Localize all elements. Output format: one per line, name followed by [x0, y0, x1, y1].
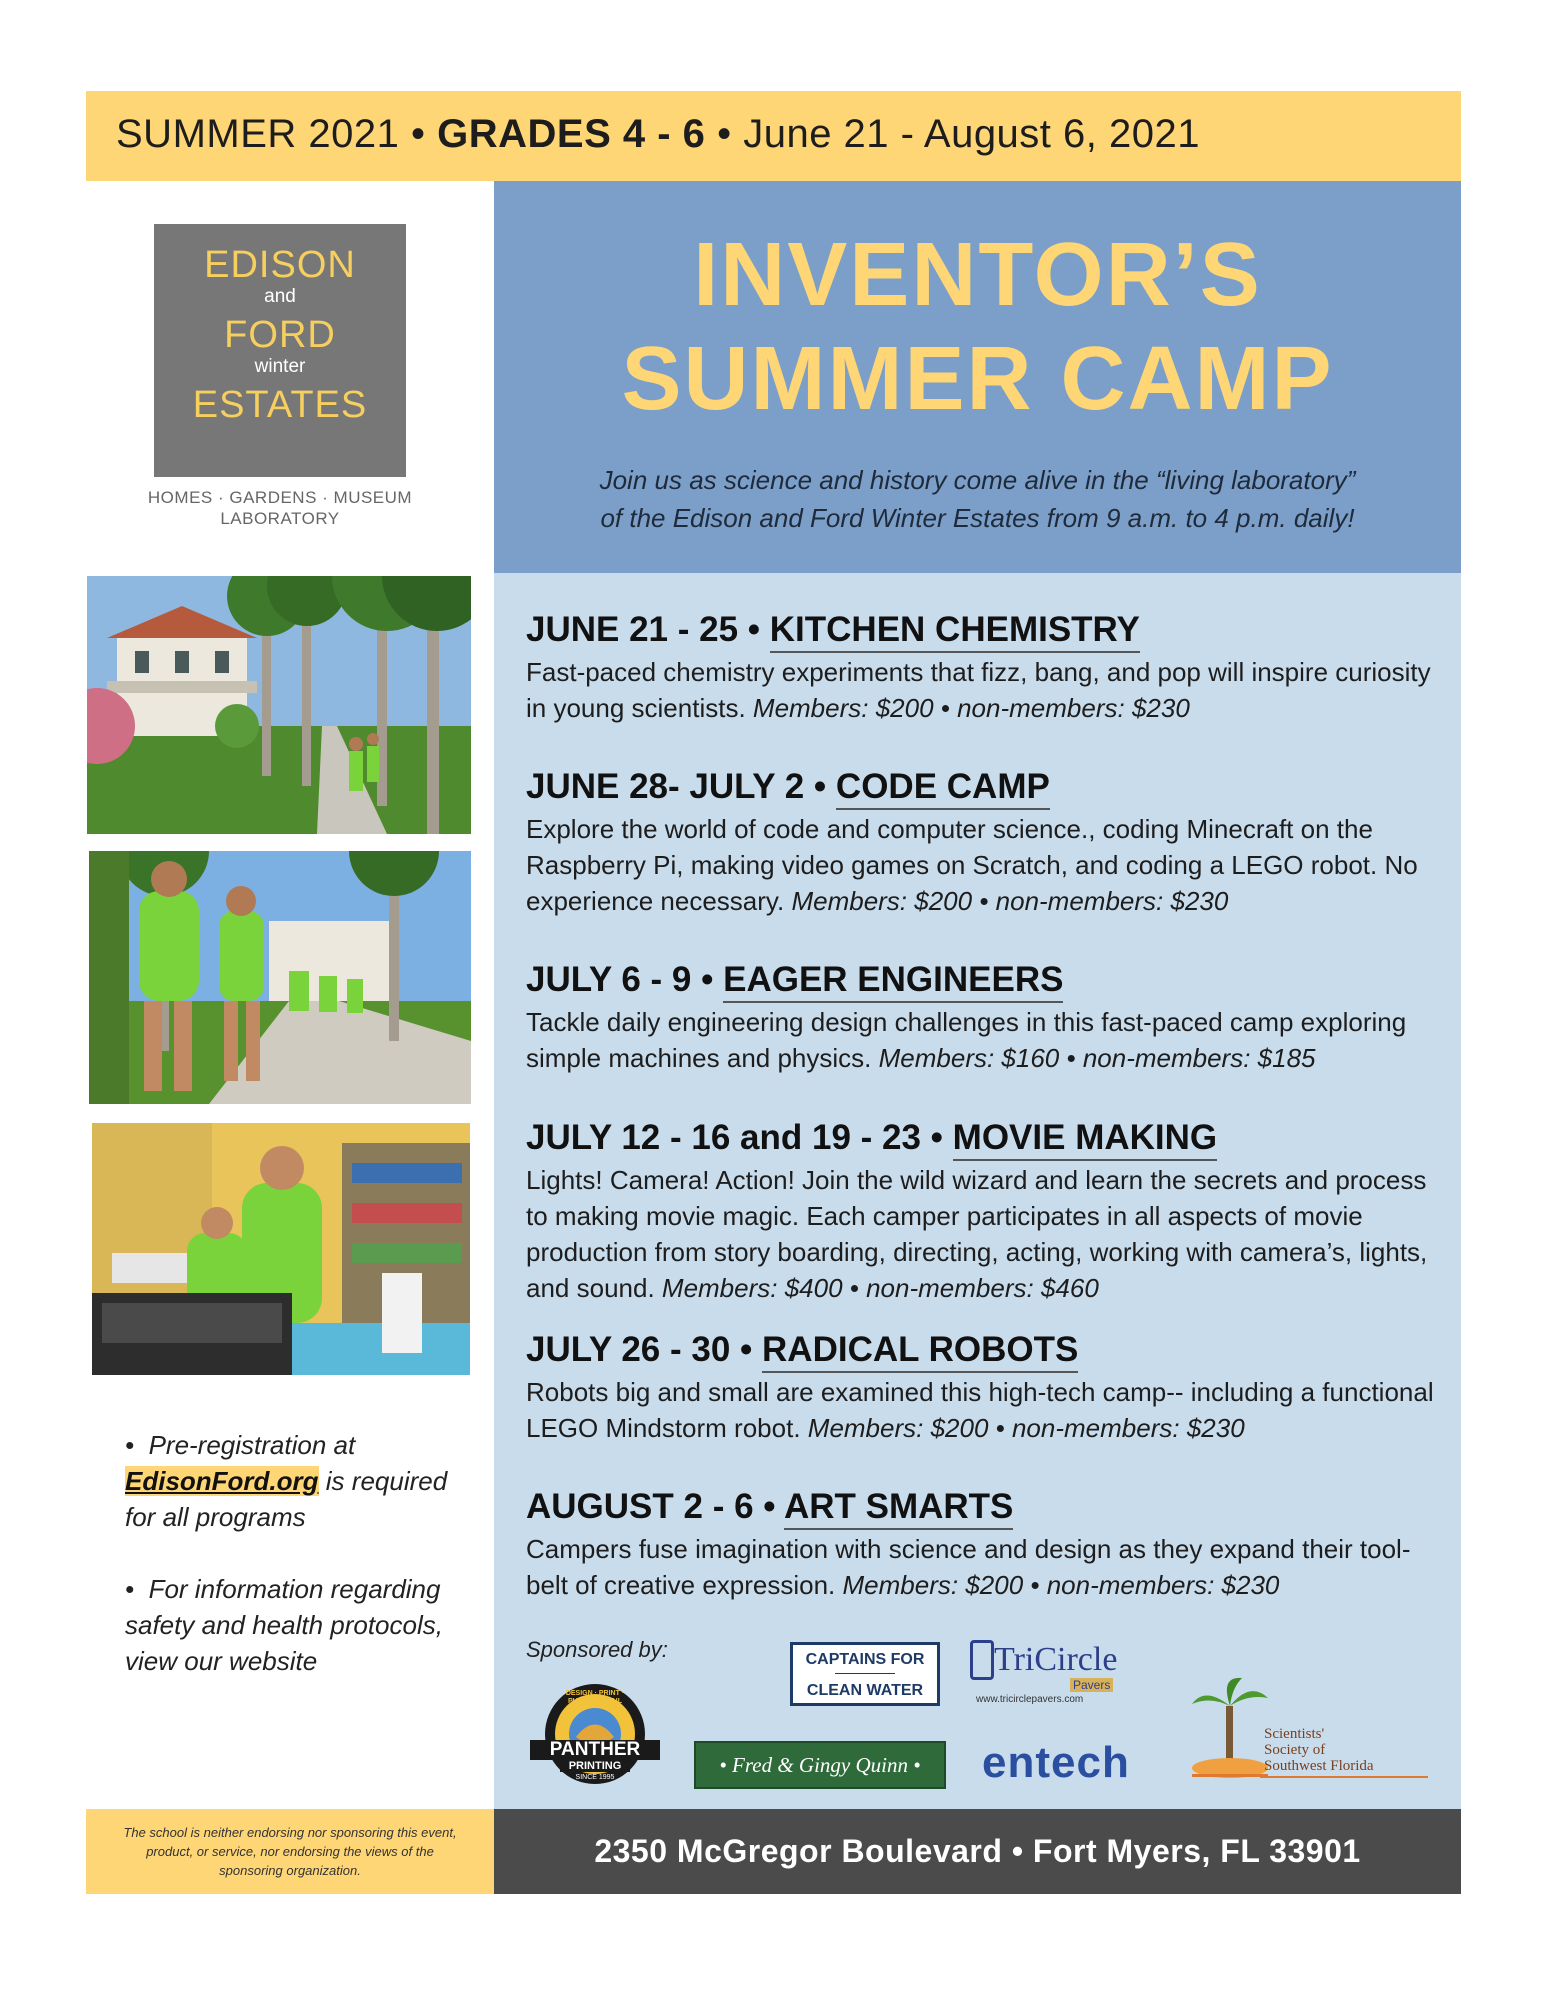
camp-price: Members: $200 • non-members: $230	[791, 886, 1229, 916]
edison-ford-logo: EDISON and FORD winter ESTATES	[154, 224, 406, 477]
palm-tree-icon	[1190, 1676, 1270, 1786]
sponsor-entech: entech	[982, 1738, 1130, 1787]
camp-price: Members: $200 • non-members: $230	[807, 1413, 1245, 1443]
note-safety-info: • For information regarding safety and health protocols, view our website	[125, 1574, 443, 1676]
camp-kitchen-chemistry: JUNE 21 - 25 • KITCHEN CHEMISTRY Fast-paced chemistry experiments that fizz, bang, and pop will inspire curiosity in young scientists. Members: $200 • non-members: $230	[526, 610, 1431, 723]
edisonford-link[interactable]: EdisonFord.org	[125, 1466, 319, 1496]
hero-title: INVENTOR’S SUMMER CAMP	[621, 225, 1334, 429]
footer-address-bar	[494, 1809, 1461, 1894]
camp-price: Members: $200 • non-members: $230	[752, 693, 1190, 723]
camp-radical-robots: JULY 26 - 30 • RADICAL ROBOTS Robots big and small are examined this high-tech camp-- including a functional LEGO Mindstorm robot. Members: $200 • non-members: $230	[526, 1330, 1434, 1443]
sponsor-fred-gingy-quinn: • Fred & Gingy Quinn •	[694, 1741, 946, 1789]
camp-movie-making: JULY 12 - 16 and 19 - 23 • MOVIE MAKING Lights! Camera! Action! Join the wild wizard and learn the secrets and process to making movie magic. Each camper participates in all aspects of movie production from story boarding, directing, acting, working with camera’s, lights, and sound. Members: $400 • non-members: $460	[526, 1118, 1428, 1303]
camp-eager-engineers: JULY 6 - 9 • EAGER ENGINEERS Tackle daily engineering design challenges in this fast-paced camp exploring simple machines and physics. Members: $160 • non-members: $185	[526, 960, 1407, 1073]
camp-price: Members: $200 • non-members: $230	[842, 1570, 1280, 1600]
wave-icon	[835, 1673, 895, 1682]
logo-tagline: HOMES · GARDENS · MUSEUM LABORATORY	[147, 488, 413, 528]
hero	[494, 181, 1461, 573]
camp-title: RADICAL ROBOTS	[762, 1330, 1078, 1373]
camp-code-camp: JUNE 28- JULY 2 • CODE CAMP Explore the world of code and computer science., coding Minecraft on the Raspberry Pi, making video games on Scratch, and coding a LEGO robot. No experience necessary. Members: $200 • non-members: $230	[526, 767, 1418, 916]
sponsor-tricircle-pavers: TriCircle Pavers www.tricirclepavers.com	[970, 1640, 1130, 1708]
photo-campers-walking	[89, 851, 471, 1104]
camps-panel	[494, 573, 1461, 1809]
sponsor-scientists-society: Scientists' Society of Southwest Florida	[1190, 1676, 1440, 1786]
camp-title: MOVIE MAKING	[953, 1118, 1217, 1161]
disclaimer-text: The school is neither endorsing nor sponsoring this event, product, or service, nor endorsing the views of the sponsoring organization.	[123, 1825, 457, 1878]
tricircle-icon	[970, 1640, 994, 1680]
banner-season: SUMMER 2021	[116, 112, 400, 156]
banner-dates: June 21 - August 6, 2021	[743, 112, 1200, 156]
address: 2350 McGregor Boulevard • Fort Myers, FL 33901	[594, 1833, 1361, 1869]
sponsored-by-label: Sponsored by:	[526, 1637, 668, 1662]
footer-disclaimer-box	[86, 1809, 494, 1894]
camp-title: EAGER ENGINEERS	[723, 960, 1063, 1003]
camp-art-smarts: AUGUST 2 - 6 • ART SMARTS Campers fuse imagination with science and design as they expand their tool-belt of creative expression. Members: $200 • non-members: $230	[526, 1487, 1411, 1600]
registration-notes	[125, 1427, 465, 1715]
hero-intro: Join us as science and history come alive in the “living laboratory” of the Edison and Ford Winter Estates from 9 a.m. to 4 p.m. daily!	[599, 465, 1356, 533]
camp-price: Members: $400 • non-members: $460	[661, 1273, 1099, 1303]
sponsor-captains-for-clean-water: CAPTAINS FOR CLEAN WATER	[790, 1642, 940, 1706]
photo-campers-lab	[92, 1123, 470, 1375]
banner-grades: GRADES 4 - 6	[437, 112, 706, 156]
banner-text: SUMMER 2021 • GRADES 4 - 6 • June 21 - August 6, 2021	[116, 112, 1200, 156]
note-preregistration: • Pre-registration at EdisonFord.org is required for all programs	[125, 1430, 448, 1532]
top-banner	[86, 91, 1461, 181]
sponsor-panther-printing: DESIGN · PRINT · PUBLISH · MAIL PANTHER PRINTING SINCE 1995	[526, 1682, 664, 1786]
camp-title: CODE CAMP	[836, 767, 1050, 810]
camp-price: Members: $160 • non-members: $185	[878, 1043, 1316, 1073]
camp-title: KITCHEN CHEMISTRY	[770, 610, 1140, 653]
camp-title: ART SMARTS	[784, 1487, 1013, 1530]
photo-estate-walkway	[87, 576, 471, 834]
